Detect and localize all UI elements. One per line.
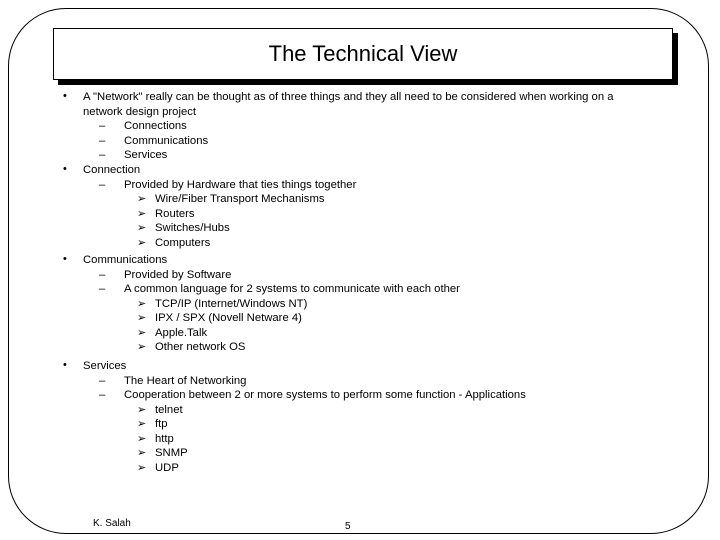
page-title: The Technical View — [268, 41, 458, 66]
subsubitem-text: Apple.Talk — [155, 326, 208, 339]
arrow-bullet-icon: ➢ — [137, 207, 147, 220]
arrow-bullet-icon: ➢ — [137, 461, 147, 474]
subsubitem-text: IPX / SPX (Novell Netware 4) — [155, 312, 302, 324]
arrow-bullet-icon: ➢ — [137, 418, 147, 430]
bullet-text: Services — [83, 360, 127, 372]
bullet-text: Connection — [83, 164, 141, 176]
subsubitem-text: Computers — [155, 236, 211, 249]
footer-author: K. Salah — [93, 518, 131, 529]
bullet-text: network design project — [83, 105, 197, 118]
page-number: 5 — [345, 521, 351, 532]
bullet-text: A "Network" really can be thought as of three things and they all need to be considered when working on a — [83, 91, 614, 103]
arrow-bullet-icon: ➢ — [137, 403, 147, 416]
dash-icon: – — [99, 134, 106, 147]
arrow-bullet-icon: ➢ — [137, 236, 147, 249]
subitem-text: The Heart of Networking — [124, 374, 247, 387]
subitem-text: Connections — [124, 120, 187, 132]
dash-icon: – — [99, 389, 106, 401]
dash-icon: – — [99, 268, 106, 281]
subsubitem-text: telnet — [155, 403, 183, 416]
arrow-bullet-icon: ➢ — [137, 447, 147, 459]
dash-icon: – — [99, 120, 106, 132]
dash-icon: – — [99, 374, 106, 387]
arrow-bullet-icon: ➢ — [137, 193, 147, 205]
subsubitem-text: Routers — [155, 207, 195, 220]
subitem-text: Communications — [124, 134, 209, 147]
subsubitem-text: http — [155, 432, 174, 445]
arrow-bullet-icon: ➢ — [137, 341, 147, 353]
arrow-bullet-icon: ➢ — [137, 432, 147, 445]
subsubitem-text: TCP/IP (Internet/Windows NT) — [155, 297, 308, 310]
subitem-text: A common language for 2 systems to communicate with each other — [124, 283, 460, 295]
bullet-icon: • — [63, 253, 67, 265]
subitem-text: Provided by Software — [124, 268, 232, 281]
subsubitem-text: Wire/Fiber Transport Mechanisms — [155, 193, 325, 205]
arrow-bullet-icon: ➢ — [137, 222, 147, 234]
bullet-icon: • — [63, 163, 67, 175]
bullet-text: Communications — [83, 254, 168, 266]
dash-icon: – — [99, 149, 106, 161]
bullet-icon: • — [63, 90, 67, 102]
dash-icon: – — [99, 283, 106, 295]
subsubitem-text: UDP — [155, 461, 179, 474]
subsubitem-text: ftp — [155, 418, 168, 430]
arrow-bullet-icon: ➢ — [137, 297, 147, 310]
subsubitem-text: SNMP — [155, 447, 188, 459]
subitem-text: Provided by Hardware that ties things together — [124, 178, 357, 191]
subitem-text: Cooperation between 2 or more systems to perform some function - Applications — [124, 389, 526, 401]
bullet-icon: • — [63, 359, 67, 371]
subsubitem-text: Switches/Hubs — [155, 222, 230, 234]
subitem-text: Services — [124, 149, 168, 161]
dash-icon: – — [99, 178, 106, 191]
arrow-bullet-icon: ➢ — [137, 312, 147, 324]
arrow-bullet-icon: ➢ — [137, 326, 147, 339]
subsubitem-text: Other network OS — [155, 341, 246, 353]
